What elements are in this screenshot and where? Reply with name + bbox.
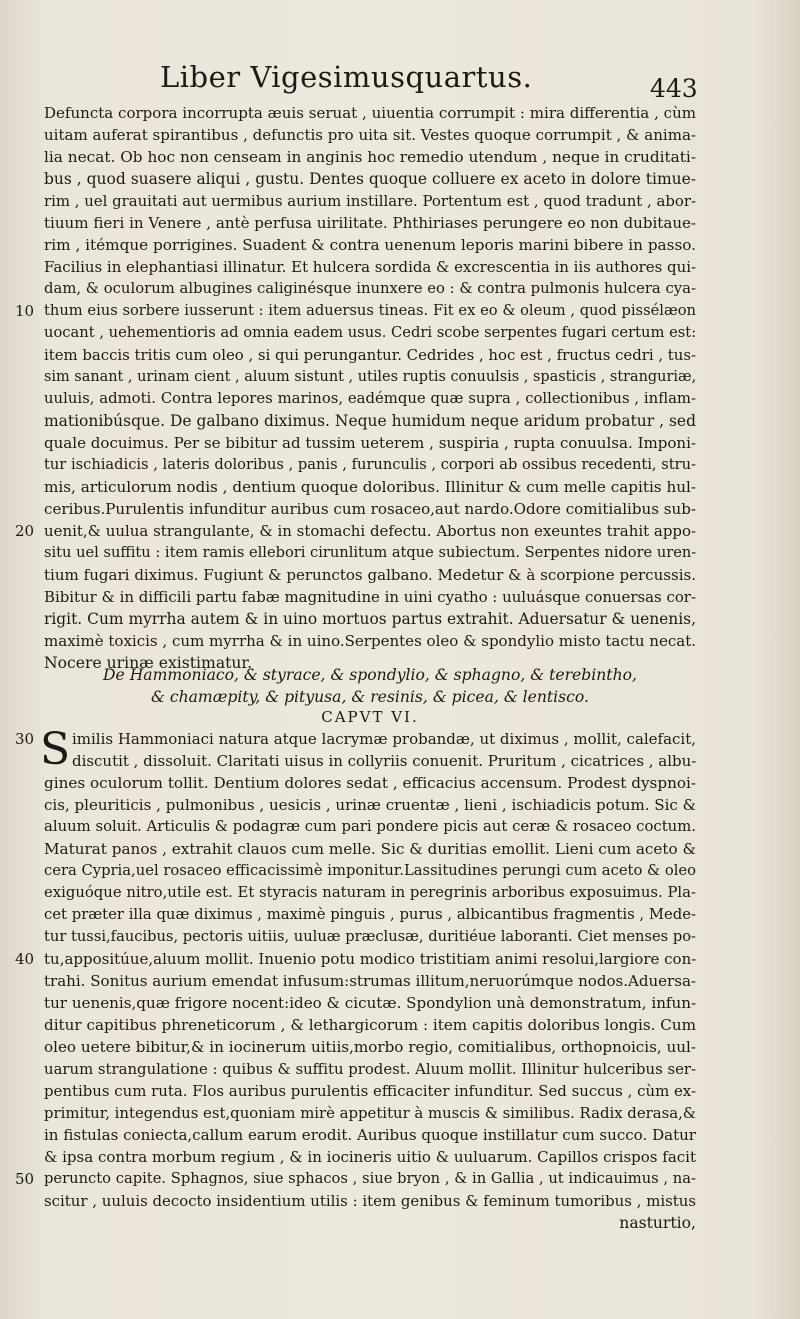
text-line: tu,appositúue,aluum mollit. Inuenio potu modico tristitiam animi resolui,largiore con- [44,950,697,968]
text-line: gines oculorum tollit. Dentium dolores sedat , efficacius accensum. Prodest dyspnoi- [44,774,696,792]
text-line: uenit,& uulua strangulante, & in stomachi defectu. Abortus non exeuntes trahit appo- [44,522,696,540]
text-line: cet præter illa quæ diximus , maximè pinguis , purus , albicantibus fragmentis , Mede- [44,906,696,923]
chapter-title-line-1: De Hammoniaco, & styrace, & spondylio, & sphagno, & terebintho, [103,666,637,684]
text-line: tur uenenis,quæ frigore nocent:ideo & cicutæ. Spondylion unà demonstratum, infun- [44,994,697,1012]
line-number: 30 [15,730,35,748]
text-line: Facilius in elephantiasi illinatur. Et hulcera sordida & excrescentia in iis authores qui- [44,258,697,276]
text-line: ditur capitibus phreneticorum , & lethargicorum : item capitis doloribus longis. Cum [44,1016,696,1034]
text-line: situ uel suffitu : item ramis ellebori cirunlitum atque subiectum. Serpentes nidore uren- [44,544,697,561]
catchword: nasturtio, [619,1214,696,1232]
text-line: rim , uel grauitati aut uermibus aurium instillare. Portentum est , quod tradunt , abor- [44,192,696,210]
text-line: lia necat. Ob hoc non censeam in anginis hoc remedio utendum , neque in cruditati- [44,148,696,166]
chapter-number: CAPVT VI. [321,708,419,726]
chapter-title-line-2: & chamæpity, & pityusa, & resinis, & picea, & lentisco. [151,688,589,706]
text-line: trahi. Sonitus aurium emendat infusum:strumas illitum,neruorúmque nodos.Aduersa- [44,972,696,990]
line-number: 40 [15,950,35,968]
text-line: scitur , uuluis decocto insidentium utilis : item genibus & feminum tumoribus , mistus [44,1192,696,1210]
text-line: pentibus cum ruta. Flos auribus purulentis efficaciter infunditur. Sed succus , cùm ex- [44,1082,696,1100]
text-line: dam, & oculorum albugines caliginésque inunxere eo : & contra pulmonis hulcera cya- [44,280,696,297]
text-line: cis, pleuriticis , pulmonibus , uesicis , urinæ cruentæ , lieni , ischiadicis potum. Sic & [44,796,696,814]
text-line: tiuum fieri in Venere , antè perfusa uirilitate. Phthiriases perungere eo non dubitaue- [44,214,696,232]
text-line: item baccis tritis cum oleo , si qui perungantur. Cedrides , hoc est , fructus cedri , tus- [44,346,696,364]
text-line: cera Cypria,uel rosaceo efficacissimè imponitur.Lassitudines perungi cum aceto & oleo [44,862,696,879]
text-line: primitur, integendus est,quoniam mirè appetitur à muscis & similibus. Radix derasa,& [44,1104,697,1122]
running-title: Liber Vigesimusquartus. [160,60,533,94]
text-line: quale docuimus. Per se bibitur ad tussim ueterem , suspiria , rupta conuulsa. Imponi- [44,434,696,452]
text-line: & ipsa contra morbum regium , & in iocineris uitio & uuluarum. Capillos crispos facit [44,1148,696,1166]
line-number: 50 [15,1170,35,1188]
page-number: 443 [650,74,698,103]
text-line: exiguóque nitro,utile est. Et styracis naturam in peregrinis arboribus exposuimus. Pla- [44,884,696,901]
text-line: mis, articulorum nodis , dentium quoque doloribus. Illinitur & cum melle capitis hul- [44,478,696,496]
text-line: rim , itémque porrigines. Suadent & contra uenenum leporis marini bibere in passo. [44,236,696,254]
text-line: ceribus.Purulentis infunditur auribus cum rosaceo,aut nardo.Odore comitialibus sub- [44,500,696,518]
text-line: uocant , uehementioris ad omnia eadem usus. Cedri scobe serpentes fugari certum est: [44,324,697,341]
text-line: discutit , dissoluit. Claritati uisus in collyriis conuenit. Pruritum , cicatrices , albu- [72,752,697,770]
text-line: tur ischiadicis , lateris doloribus , panis , furunculis , corpori ab ossibus recedenti, stru- [44,456,696,473]
drop-cap: S [40,724,71,775]
text-line: rigit. Cum myrrha autem & in uino mortuos partus extrahit. Aduersatur & uenenis, [44,610,696,628]
text-line: aluum soluit. Articulis & podagræ cum pari pondere picis aut ceræ & rosaceo coctum. [44,818,696,835]
text-line: bus , quod suasere aliqui , gustu. Dentes quoque colluere ex aceto in dolore timue- [44,170,696,188]
text-line: tur tussi,faucibus, pectoris uitiis, uuluæ præclusæ, duritiéue laboranti. Ciet menses po- [44,928,696,945]
line-number: 10 [15,302,35,320]
text-line: in fistulas coniecta,callum earum erodit. Auribus quoque instillatur cum succo. Datur [44,1126,696,1144]
text-line: maximè toxicis , cum myrrha & in uino.Serpentes oleo & spondylio misto tactu necat. [44,632,696,650]
text-line: uuluis, admoti. Contra lepores marinos, eadémque quæ supra , collectionibus , inflam- [44,390,696,407]
text-line: uitam auferat spirantibus , defunctis pro uita sit. Vestes quoque corrumpit , & anima- [44,126,696,144]
text-line: imilis Hammoniaci natura atque lacrymæ probandæ, ut diximus , mollit, calefacit, [72,730,696,748]
text-line: mationibúsque. De galbano diximus. Neque humidum neque aridum probatur , sed [44,412,696,430]
text-line: oleo uetere bibitur,& in iocinerum uitiis,morbo regio, comitialibus, orthopnoicis, uul- [44,1038,696,1056]
text-line: thum eius sorbere iusserunt : item aduersus tineas. Fit ex eo & oleum , quod pissélæon [44,302,696,319]
text-line: Maturat panos , extrahit clauos cum melle. Sic & duritias emollit. Lieni cum aceto & [44,840,696,858]
line-number: 20 [15,522,35,540]
text-line: uarum strangulatione : quibus & suffitu prodest. Aluum mollit. Illinitur hulceribus ser- [44,1060,696,1078]
text-line: Nocere urinæ existimatur. [44,654,253,672]
text-line: Defuncta corpora incorrupta æuis seruat , uiuentia corrumpit : mira differentia , cùm [44,104,696,122]
text-line: Bibitur & in difficili partu fabæ magnitudine in uini cyatho : uuluásque conuersas cor- [44,588,696,606]
text-line: sim sanant , urinam cient , aluum sistunt , utiles ruptis conuulsis , spasticis , stranguriæ, [44,369,697,385]
text-line: peruncto capite. Sphagnos, siue sphacos , siue bryon , & in Gallia , ut indicauimus , na- [44,1170,696,1187]
text-line: tium fugari diximus. Fugiunt & perunctos galbano. Medetur & à scorpione percussis. [44,566,696,584]
page-header [0,54,800,102]
